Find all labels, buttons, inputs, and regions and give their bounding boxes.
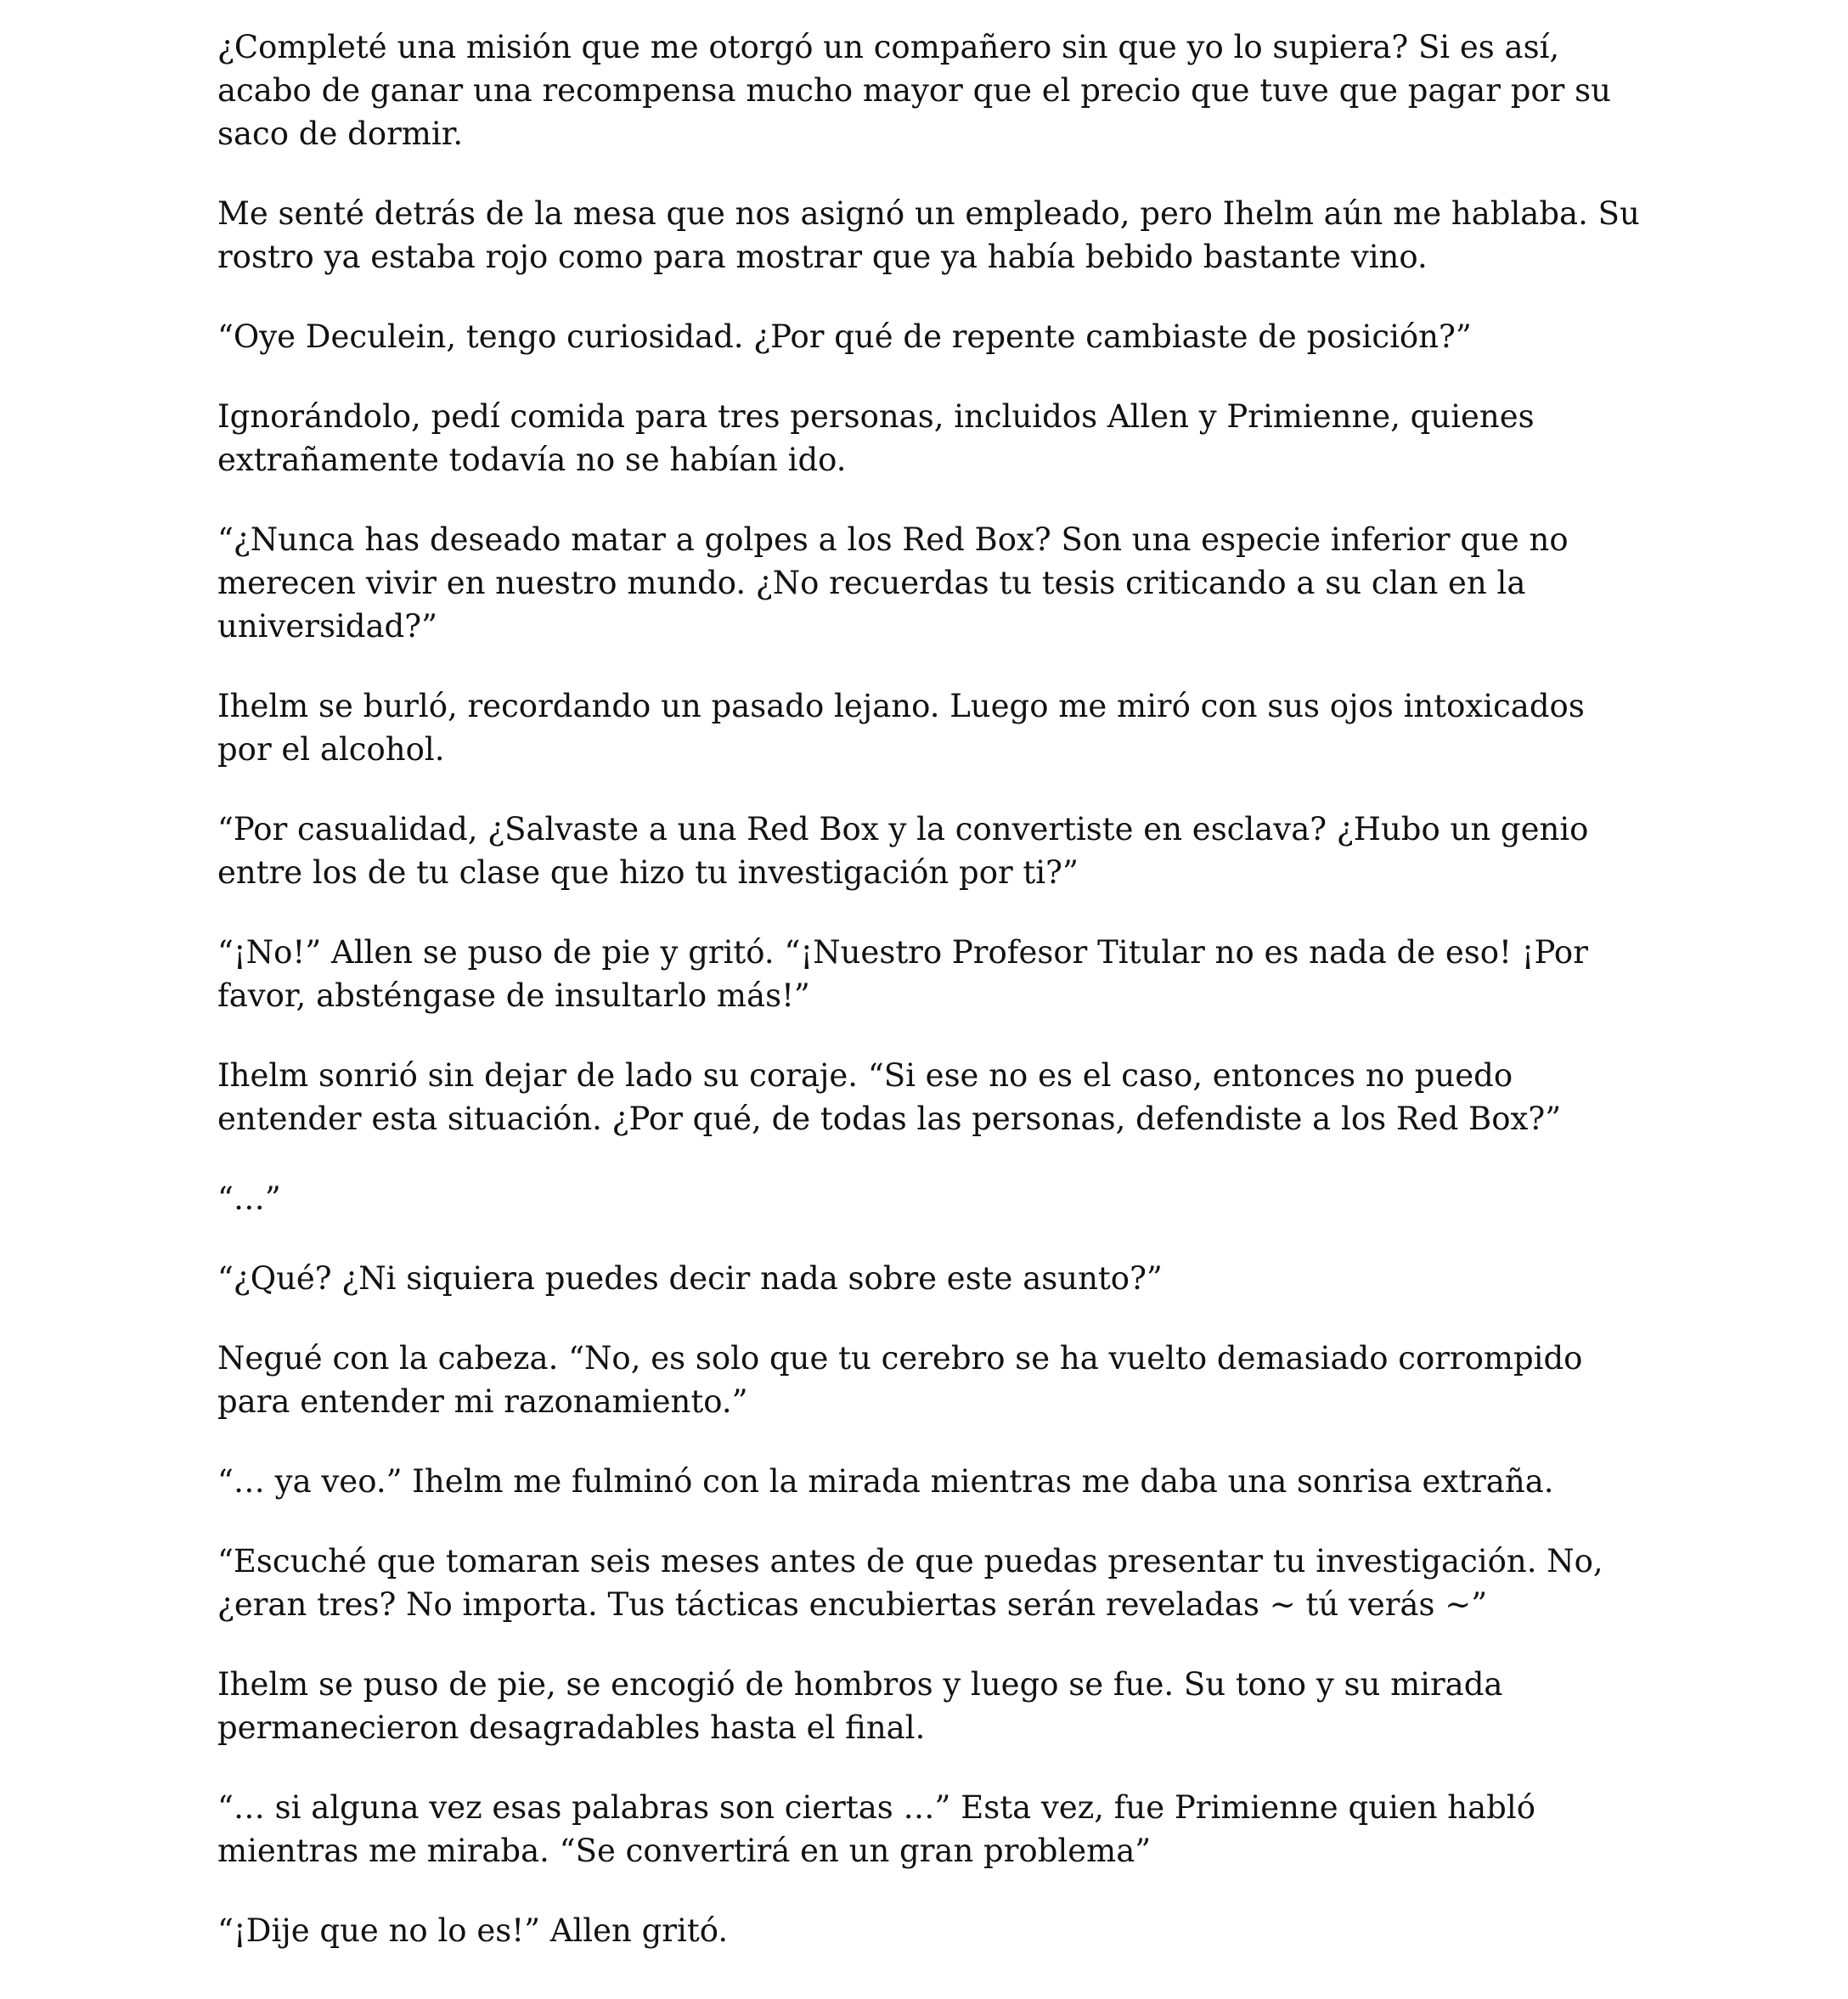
paragraph: “¿Nunca has deseado matar a golpes a los Red Box? Son una especie inferior que no merecen vivir en nuestro mundo. ¿No recuerdas tu tesis criticando a su clan en la universidad?”	[217, 521, 1569, 645]
paragraph: Ihelm sonrió sin dejar de lado su coraje. “Si ese no es el caso, entonces no puedo entender esta situación. ¿Por qué, de todas las personas, defendiste a los Red Box?”	[217, 1057, 1562, 1137]
paragraph: “… ya veo.” Ihelm me fulminó con la mirada mientras me daba una sonrisa extraña.	[217, 1463, 1554, 1500]
document-body	[217, 25, 1644, 1989]
paragraph: Negué con la cabeza. “No, es solo que tu cerebro se ha vuelto demasiado corrompido para entender mi razonamiento.”	[217, 1340, 1583, 1420]
paragraph: “Oye Deculein, tengo curiosidad. ¿Por qué de repente cambiaste de posición?”	[217, 318, 1472, 355]
paragraph: “Escuché que tomaran seis meses antes de que puedas presentar tu investigación. No, ¿eran tres? No importa. Tus tácticas encubiertas serán reveladas ~ tú verás ~”	[217, 1543, 1603, 1623]
paragraph: “¿Qué? ¿Ni siquiera puedes decir nada sobre este asunto?”	[217, 1260, 1163, 1297]
paragraph: Ihelm se puso de pie, se encogió de hombros y luego se fue. Su tono y su mirada permanecieron desagradables hasta el final.	[217, 1666, 1503, 1746]
paragraph: “¡Dije que no lo es!” Allen gritó.	[217, 1912, 729, 1949]
paragraph: Ihelm se burló, recordando un pasado lejano. Luego me miró con sus ojos intoxicados por el alcohol.	[217, 688, 1585, 768]
paragraph: “…”	[217, 1180, 281, 1217]
paragraph: ¿Completé una misión que me otorgó un compañero sin que yo lo supiera? Si es así, acabo de ganar una recompensa mucho mayor que el precio que tuve que pagar por su saco de dormir.	[217, 29, 1611, 152]
paragraph: Ignorándolo, pedí comida para tres personas, incluidos Allen y Primienne, quienes extrañamente todavía no se habían ido.	[217, 398, 1535, 478]
paragraph: “… si alguna vez esas palabras son ciertas …” Esta vez, fue Primienne quien habló mientras me miraba. “Se convertirá en un gran problema”	[217, 1789, 1535, 1869]
paragraph: Me senté detrás de la mesa que nos asignó un empleado, pero Ihelm aún me hablaba. Su rostro ya estaba rojo como para mostrar que ya había bebido bastante vino.	[217, 195, 1640, 275]
paragraph: “¡No!” Allen se puso de pie y gritó. “¡Nuestro Profesor Titular no es nada de eso! ¡Por favor, absténgase de insultarlo más!”	[217, 934, 1588, 1014]
paragraph: “Por casualidad, ¿Salvaste a una Red Box y la convertiste en esclava? ¿Hubo un genio entre los de tu clase que hizo tu investigación por ti?”	[217, 811, 1589, 891]
